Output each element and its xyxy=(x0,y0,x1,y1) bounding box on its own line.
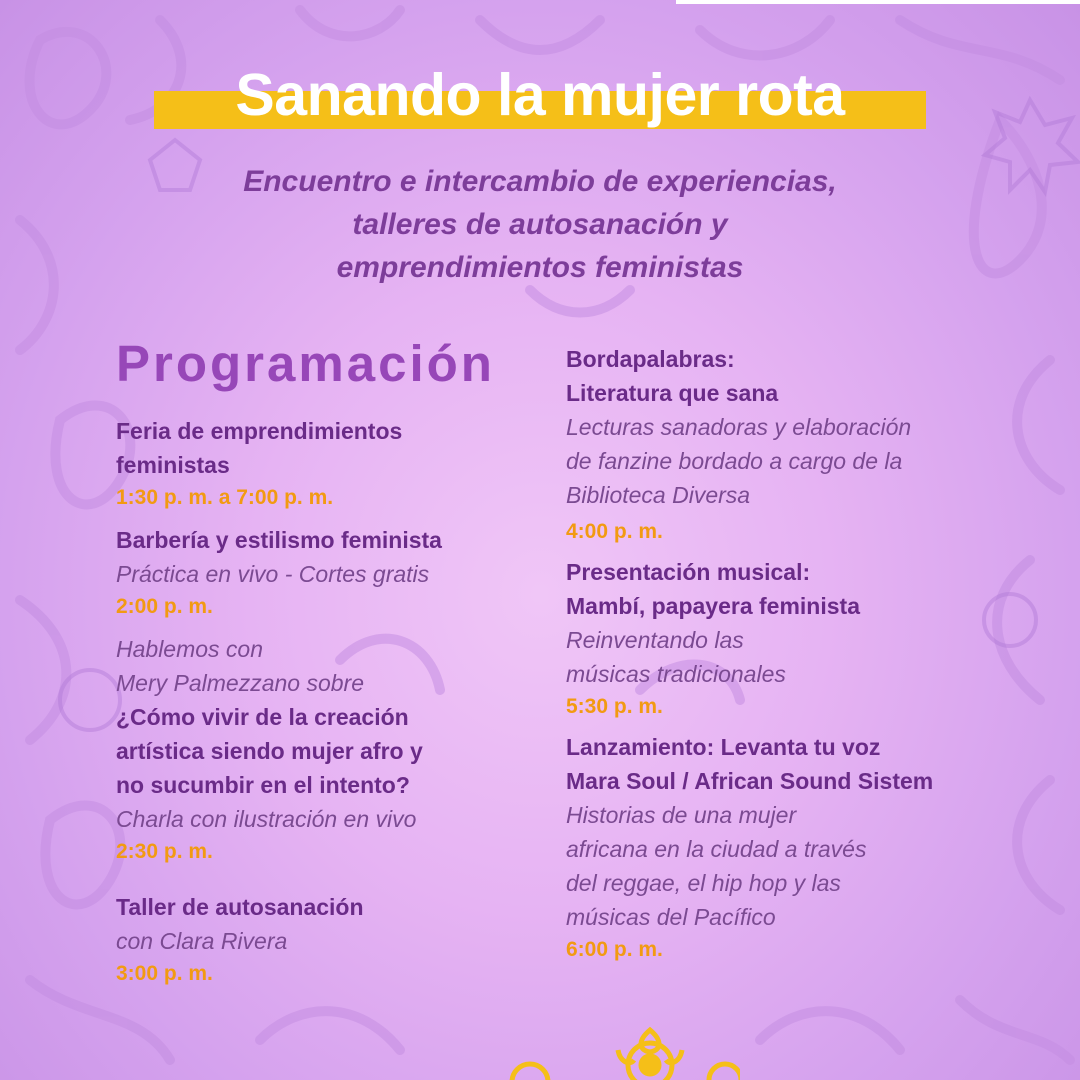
event-title: feministas xyxy=(116,452,230,478)
event-description: Charla con ilustración en vivo xyxy=(116,806,417,832)
event-title: no sucumbir en el intento? xyxy=(116,772,410,798)
event-title: Literatura que sana xyxy=(566,380,779,406)
flower-ornament-icon xyxy=(500,1020,740,1080)
event-description: Práctica en vivo - Cortes gratis xyxy=(116,561,430,587)
poster-title: Sanando la mujer rota xyxy=(235,62,845,128)
event-title: Mara Soul / African Sound Sistem xyxy=(566,768,934,794)
event-description: Reinventando las xyxy=(566,627,744,653)
event-title: Bordapalabras: xyxy=(566,346,735,372)
event-description: Historias de una mujer xyxy=(566,802,797,828)
event-description: músicas del Pacífico xyxy=(566,904,776,930)
subtitle-line: emprendimientos feministas xyxy=(336,251,744,284)
event-taller xyxy=(116,890,536,990)
event-title: Feria de emprendimientos xyxy=(116,418,403,444)
schedule-left-column xyxy=(116,414,536,990)
schedule-right-column xyxy=(566,342,1046,966)
top-white-bar xyxy=(676,0,1080,4)
event-charla xyxy=(116,632,536,868)
event-feria xyxy=(116,414,536,514)
event-intro: Hablemos con xyxy=(116,636,264,662)
event-time: 2:00 p. m. xyxy=(116,595,213,618)
poster-subtitle xyxy=(140,160,940,289)
event-title: Barbería y estilismo feminista xyxy=(116,527,442,553)
event-time: 2:30 p. m. xyxy=(116,840,213,863)
event-title: Taller de autosanación xyxy=(116,894,364,920)
event-barberia xyxy=(116,523,536,623)
event-time: 1:30 p. m. a 7:00 p. m. xyxy=(116,486,334,509)
event-description: Lecturas sanadoras y elaboración xyxy=(566,414,912,440)
event-time: 6:00 p. m. xyxy=(566,938,663,961)
event-title: artística siendo mujer afro y xyxy=(116,738,423,764)
event-title: ¿Cómo vivir de la creación xyxy=(116,704,409,730)
event-lanzamiento xyxy=(566,730,1046,966)
event-time: 4:00 p. m. xyxy=(566,520,663,543)
event-description: de fanzine bordado a cargo de la xyxy=(566,448,903,474)
event-description: africana en la ciudad a través xyxy=(566,836,867,862)
event-description: con Clara Rivera xyxy=(116,928,288,954)
event-intro: Mery Palmezzano sobre xyxy=(116,670,364,696)
subtitle-line: talleres de autosanación y xyxy=(352,208,728,241)
event-description: del reggae, el hip hop y las xyxy=(566,870,841,896)
event-description: músicas tradicionales xyxy=(566,661,786,687)
programacion-heading: Programación xyxy=(116,335,495,392)
event-time: 3:00 p. m. xyxy=(116,962,213,985)
event-bordapalabras xyxy=(566,342,1046,548)
event-title: Lanzamiento: Levanta tu voz xyxy=(566,734,881,760)
subtitle-line: Encuentro e intercambio de experiencias, xyxy=(243,165,837,198)
event-time: 5:30 p. m. xyxy=(566,695,663,718)
event-title: Mambí, papayera feminista xyxy=(566,593,860,619)
event-description: Biblioteca Diversa xyxy=(566,482,751,508)
event-title: Presentación musical: xyxy=(566,559,811,585)
event-presentacion-musical xyxy=(566,555,1046,723)
